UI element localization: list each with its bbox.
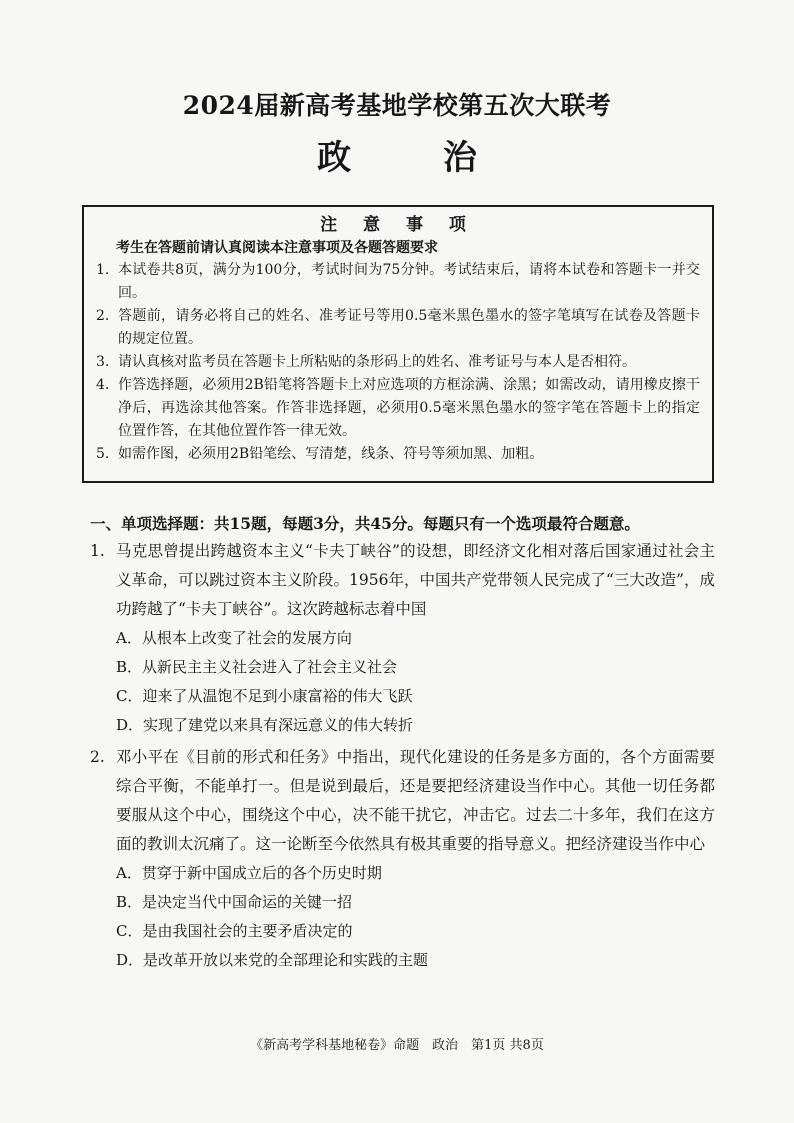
option-a: A．贯穿于新中国成立后的各个历史时期 — [116, 864, 382, 882]
option-a: A．从根本上改变了社会的发展方向 — [116, 629, 352, 647]
notice-item-text: 请认真核对监考员在答题卡上所粘贴的条形码上的姓名、准考证号与本人是否相符。 — [118, 354, 636, 370]
notice-item — [96, 443, 700, 466]
page-footer: 《新高考学科基地秘卷》命题 政治 第1页 共8页 — [250, 1038, 544, 1053]
question-stem — [90, 537, 715, 624]
question-stem — [90, 743, 715, 859]
question-2 — [90, 743, 715, 975]
section-heading: 一、单项选择题：共15题，每题3分，共45分。每题只有一个选项最符合题意。 — [90, 514, 640, 533]
notice-item-number: 5. — [96, 446, 110, 462]
question-list — [90, 537, 715, 978]
question-text: 邓小平在《目前的形式和任务》中指出，现代化建设的任务是多方面的，各个方面需要综合平衡，不能单打一。但是说到最后，还是要把经济建设当作中心。其他一切任务都要服从这个中心，围绕这个中心，决不能干扰它，冲击它。过去二十多年，我们在这方面的教训太沉痛了。这一论断至今依然具有极其重要的指导意义。把经济建设当作中心 — [116, 748, 715, 853]
notice-item-number: 4. — [96, 377, 110, 393]
option-c: C．迎来了从温饱不足到小康富裕的伟大飞跃 — [116, 687, 413, 705]
notice-box — [82, 205, 714, 483]
notice-item-number: 3. — [96, 354, 110, 370]
notice-item — [96, 305, 700, 351]
option-c: C．是由我国社会的主要矛盾决定的 — [116, 922, 353, 940]
notice-item-text: 本试卷共8页，满分为100分，考试时间为75分钟。考试结束后，请将本试卷和答题卡一并交回。 — [118, 262, 700, 301]
notice-intro: 考生在答题前请认真阅读本注意事项及各题答题要求 — [116, 240, 438, 256]
notice-item — [96, 259, 700, 305]
notice-item — [96, 374, 700, 443]
exam-title: 2024届新高考基地学校第五次大联考 — [182, 91, 612, 120]
notice-item-text: 答题前，请务必将自己的姓名、准考证号等用0.5毫米黑色墨水的签字笔填写在试卷及答题卡的规定位置。 — [118, 308, 700, 347]
option-d: D．是改革开放以来党的全部理论和实践的主题 — [116, 951, 429, 969]
subject-title: 政 治 — [317, 138, 517, 178]
question-number: 1. — [90, 542, 105, 560]
notice-item — [96, 351, 700, 374]
option-b: B．从新民主主义社会进入了社会主义社会 — [116, 658, 398, 676]
notice-item-number: 2. — [96, 308, 110, 324]
question-1 — [90, 537, 715, 740]
option-d: D．实现了建党以来具有深远意义的伟大转折 — [116, 716, 414, 734]
question-text: 马克思曾提出跨越资本主义“卡夫丁峡谷”的设想，即经济文化相对落后国家通过社会主义革命，可以跳过资本主义阶段。1956年，中国共产党带领人民完成了“三大改造”，成功跨越了“卡夫丁峡谷”。这次跨越标志着中国 — [116, 542, 715, 618]
notice-item-text: 作答选择题，必须用2B铅笔将答题卡上对应选项的方框涂满、涂黑；如需改动，请用橡皮擦干净后，再选涂其他答案。作答非选择题，必须用0.5毫米黑色墨水的签字笔在答题卡上的指定位置作答，在其他位置作答一律无效。 — [118, 377, 700, 439]
notice-heading: 注 意 事 项 — [320, 215, 476, 235]
notice-item-number: 1. — [96, 262, 110, 278]
question-number: 2. — [90, 748, 105, 766]
notice-item-text: 如需作图，必须用2B铅笔绘、写清楚，线条、符号等须加黑、加粗。 — [118, 446, 544, 462]
option-b: B．是决定当代中国命运的关键一招 — [116, 893, 353, 911]
